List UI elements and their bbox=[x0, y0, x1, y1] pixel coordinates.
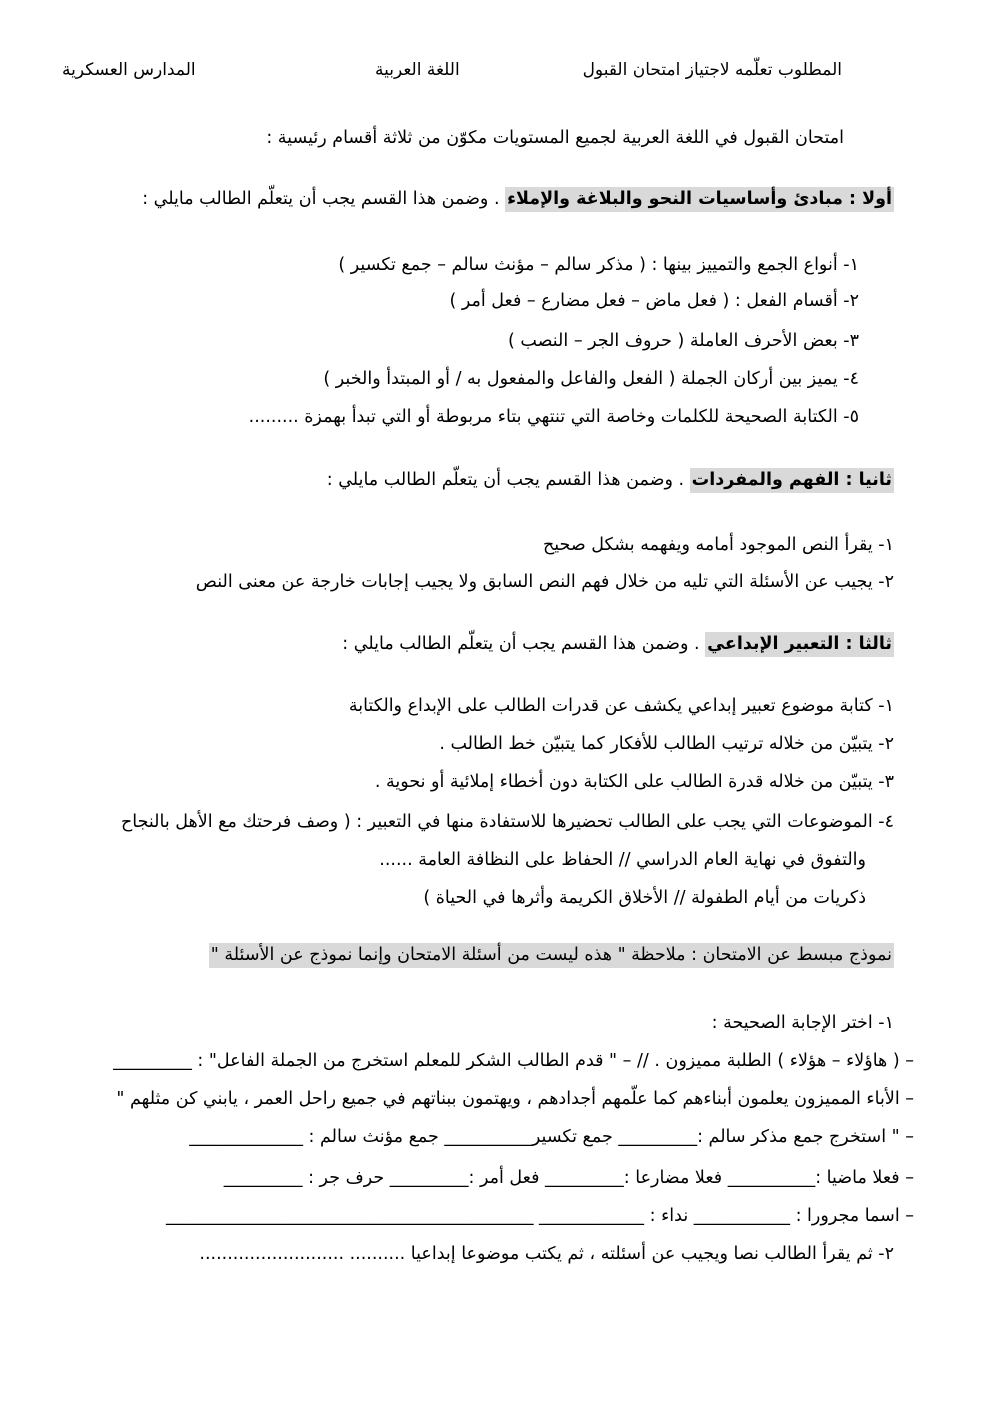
section2-item-2: ٢- يجيب عن الأسئلة التي تليه من خلال فهم النص السابق ولا يجيب إجابات خارجة عن معنى النص bbox=[195, 572, 894, 592]
section1-title: أولا : مبادئ وأساسيات النحو والبلاغة والإملاء bbox=[505, 187, 894, 212]
section3-tail: . وضمن هذا القسم يجب أن يتعلّم الطالب مايلي : bbox=[342, 634, 706, 654]
section1-heading bbox=[142, 189, 894, 209]
section1-item-5: ٥- الكتابة الصحيحة للكلمات وخاصة التي تنتهي بتاء مربوطة أو التي تبدأ بهمزة ......... bbox=[248, 407, 859, 427]
section3-item-1: ١- كتابة موضوع تعبير إبداعي يكشف عن قدرات الطالب على الإبداع والكتابة bbox=[348, 696, 894, 716]
question-line-3: – " استخرج جمع مذكر سالم :_________ جمع تكسير__________ جمع مؤنث سالم : _____________ bbox=[189, 1127, 914, 1147]
section3-title: ثالثا : التعبير الإبداعي bbox=[705, 632, 894, 657]
question-1: ١- اختر الإجابة الصحيحة : bbox=[711, 1013, 894, 1033]
section3-heading bbox=[342, 634, 894, 654]
section3-item-4-cont-2: ذكريات من أيام الطفولة // الأخلاق الكريمة وأثرها في الحياة ) bbox=[423, 888, 866, 908]
section2-tail: . وضمن هذا القسم يجب أن يتعلّم الطالب مايلي : bbox=[326, 470, 690, 490]
question-line-1: – ( هاؤلاء – هؤلاء ) الطلبة مميزون . // – " قدم الطالب الشكر للمعلم استخرج من الجملة الفاعل" : _________ bbox=[113, 1051, 914, 1071]
section2-title: ثانيا : الفهم والمفردات bbox=[690, 468, 894, 493]
section1-tail: . وضمن هذا القسم يجب أن يتعلّم الطالب مايلي : bbox=[142, 189, 506, 209]
question-line-5: – اسما مجرورا : ___________ نداء : ____________ __________________________________________ bbox=[165, 1206, 914, 1226]
section2-item-1: ١- يقرأ النص الموجود أمامه ويفهمه بشكل صحيح bbox=[542, 535, 894, 555]
section1-item-1: ١- أنواع الجمع والتمييز بينها : ( مذكر سالم – مؤنث سالم – جمع تكسير ) bbox=[338, 255, 859, 275]
section2-heading bbox=[327, 470, 894, 490]
intro-text: امتحان القبول في اللغة العربية لجميع المستويات مكوّن من ثلاثة أقسام رئيسية : bbox=[266, 128, 844, 148]
sample-note bbox=[209, 945, 894, 965]
section3-item-2: ٢- يتبيّن من خلاله ترتيب الطالب للأفكار كما يتبيّن خط الطالب . bbox=[439, 734, 894, 754]
header-title: المطلوب تعلّمه لاجتياز امتحان القبول bbox=[582, 60, 842, 80]
section3-item-4-cont-1: والتفوق في نهاية العام الدراسي // الحفاظ على النظافة العامة ...... bbox=[379, 850, 866, 870]
section1-item-3: ٣- بعض الأحرف العاملة ( حروف الجر – النصب ) bbox=[508, 331, 859, 351]
section3-item-3: ٣- يتبيّن من خلاله قدرة الطالب على الكتابة دون أخطاء إملائية أو نحوية . bbox=[374, 772, 894, 792]
sample-note-text: نموذج مبسط عن الامتحان : ملاحظة " هذه ليست من أسئلة الامتحان وإنما نموذج عن الأسئلة " bbox=[209, 943, 894, 968]
question-line-4: – فعلا ماضيا :__________ فعلا مضارعا :_________ فعل أمر :_________ حرف جر : _________ bbox=[223, 1168, 914, 1188]
section1-item-2: ٢- أقسام الفعل : ( فعل ماض – فعل مضارع – فعل أمر ) bbox=[449, 291, 859, 311]
question-line-2: – الأباء المميزون يعلمون أبناءهم كما علّمهم أجدادهم ، ويهتمون ببناتهم في جميع راحل العمر ، يابني كن مثلهم " bbox=[116, 1089, 914, 1109]
section1-item-4: ٤- يميز بين أركان الجملة ( الفعل والفاعل والمفعول به / أو المبتدأ والخبر ) bbox=[323, 369, 859, 389]
header-school: المدارس العسكرية bbox=[62, 60, 196, 80]
section3-item-4: ٤- الموضوعات التي يجب على الطالب تحضيرها للاستفادة منها في التعبير : ( وصف فرحتك مع الأهل بالنجاح bbox=[120, 812, 894, 832]
question-2: ٢- ثم يقرأ الطالب نصا ويجيب عن أسئلته ، ثم يكتب موضوعا إبداعيا .......... .......................... bbox=[199, 1244, 894, 1264]
header-subject: اللغة العربية bbox=[375, 60, 460, 80]
